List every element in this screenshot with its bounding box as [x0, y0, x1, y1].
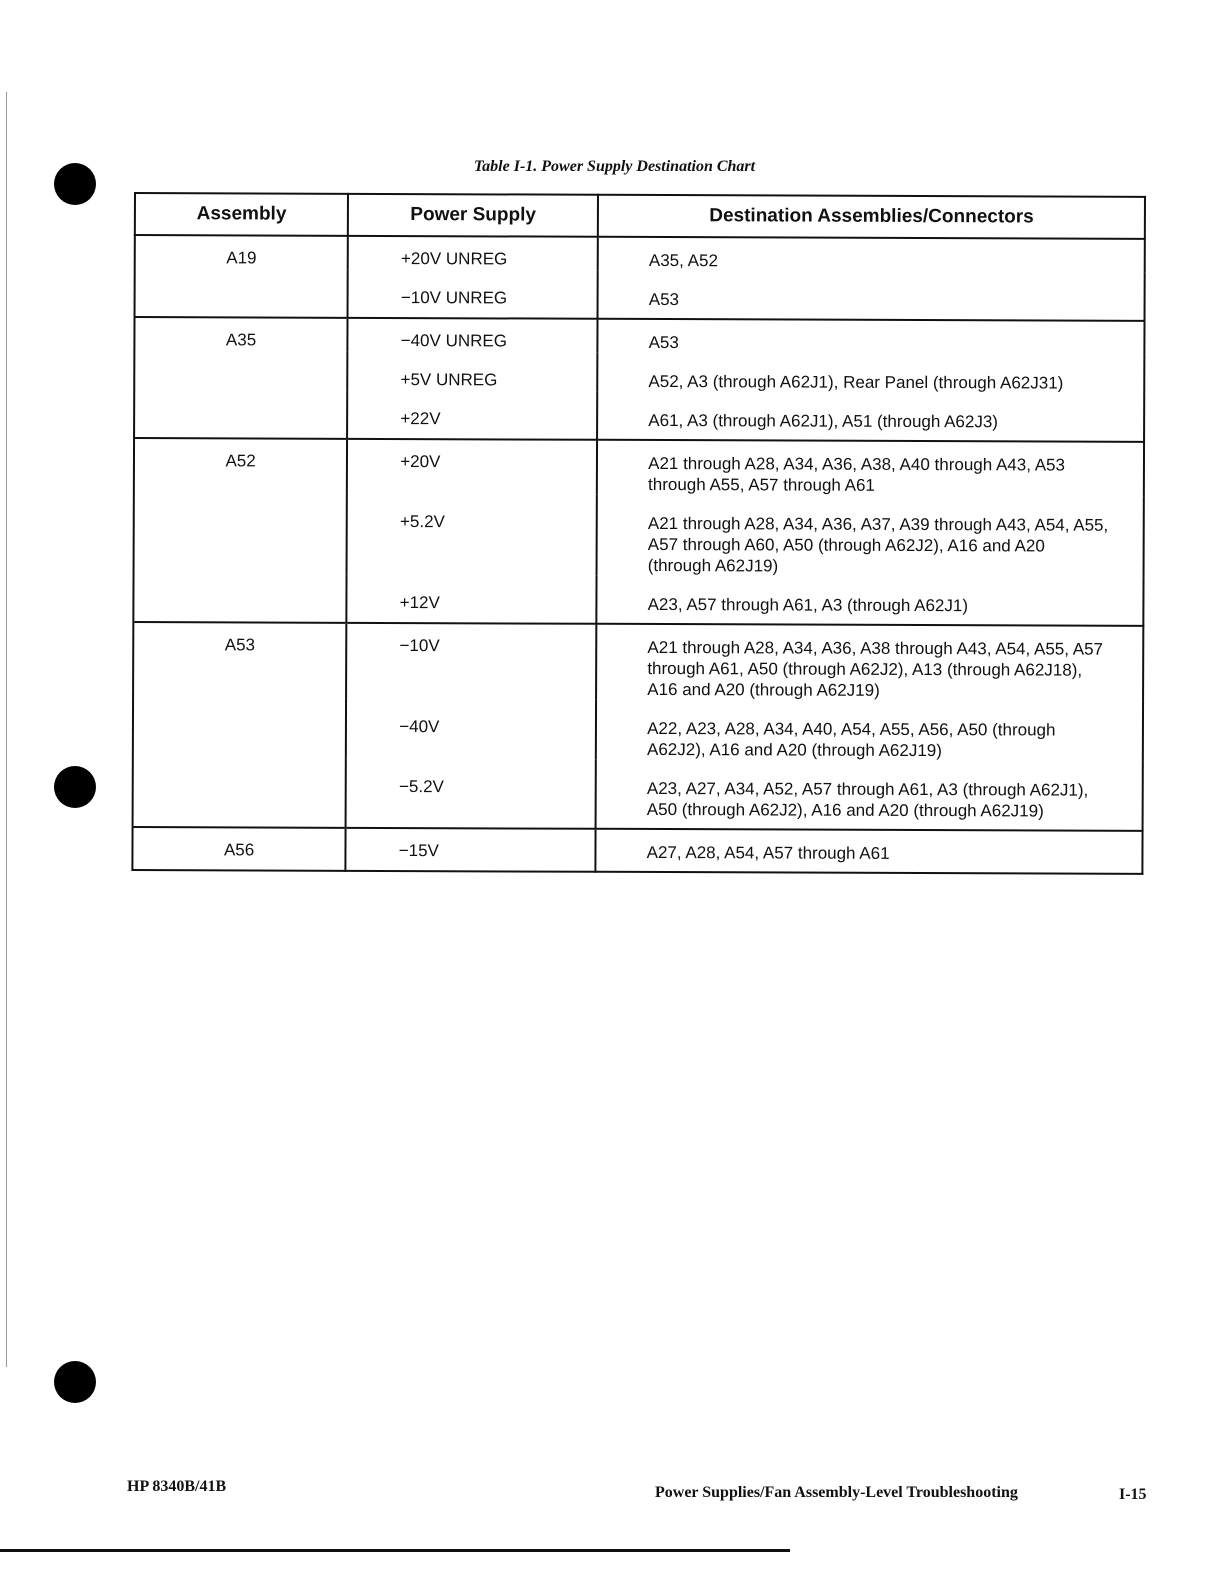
table-row	[132, 827, 1142, 874]
assembly-cell: A19	[135, 235, 349, 318]
destination-cell: A21 through A28, A34, A36, A38 through A43, A54, A55, A57 through A61, A50 (through A62J2), A13 (through A62J18), A16 and A20 (through A62J19)	[596, 624, 1143, 702]
page-margin-rule	[6, 92, 7, 1367]
table-row	[134, 438, 1144, 497]
power-supply-cell: −15V	[346, 828, 596, 872]
power-supply-cell: −40V UNREG	[348, 318, 598, 353]
power-supply-cell: +20V UNREG	[348, 236, 598, 271]
power-supply-cell: +5V UNREG	[348, 352, 598, 392]
power-supply-cell: +12V	[347, 575, 597, 624]
assembly-cell: A35	[134, 317, 348, 439]
destination-cell: A21 through A28, A34, A36, A38, A40 through A43, A53 through A55, A57 through A61	[597, 440, 1144, 497]
table-title: Table I-1. Power Supply Destination Chart	[473, 158, 756, 175]
table-row	[134, 317, 1144, 355]
table-header-row	[135, 193, 1145, 239]
power-supply-cell: −10V UNREG	[348, 270, 598, 319]
power-supply-cell: +22V	[347, 391, 597, 440]
power-supply-cell: −40V	[346, 699, 596, 760]
assembly-cell: A56	[132, 827, 345, 871]
punch-hole-bottom	[54, 1361, 96, 1403]
assembly-group-a53	[133, 622, 1144, 831]
destination-cell: A35, A52	[598, 237, 1145, 273]
table-row	[133, 622, 1143, 702]
destination-cell: A21 through A28, A34, A36, A37, A39 through A43, A54, A55, A57 through A60, A50 (through A62J2), A16 and A20 (through A62J19)	[597, 495, 1144, 578]
header-destination: Destination Assemblies/Connectors	[598, 195, 1145, 239]
punch-hole-middle	[54, 766, 96, 808]
power-supply-cell: +20V	[347, 439, 597, 495]
destination-cell: A53	[598, 271, 1145, 321]
assembly-group-a19	[135, 235, 1145, 321]
destination-cell: A23, A27, A34, A52, A57 through A61, A3 (through A62J1), A50 (through A62J2), A16 and A20 (through A62J19)	[596, 760, 1143, 831]
header-assembly: Assembly	[135, 193, 348, 236]
bottom-rule	[0, 1549, 790, 1552]
header-power-supply: Power Supply	[348, 194, 598, 237]
assembly-cell: A53	[133, 622, 347, 828]
destination-cell: A27, A28, A54, A57 through A61	[596, 829, 1143, 874]
power-supply-cell: +5.2V	[347, 494, 597, 576]
assembly-group-a56	[132, 827, 1142, 874]
footer-page-number: I-15	[1119, 1486, 1147, 1503]
table-row	[135, 235, 1145, 273]
destination-cell: A53	[598, 319, 1145, 355]
destination-cell: A23, A57 through A61, A3 (through A62J1)	[597, 576, 1144, 626]
assembly-group-a52	[133, 438, 1144, 626]
assembly-cell: A52	[133, 438, 347, 623]
power-supply-destination-table	[131, 192, 1146, 875]
footer-model: HP 8340B/41B	[127, 1478, 227, 1495]
destination-cell: A22, A23, A28, A34, A40, A54, A55, A56, A50 (through A62J2), A16 and A20 (through A62J19)	[596, 700, 1143, 762]
destination-cell: A52, A3 (through A62J1), Rear Panel (through A62J31)	[597, 353, 1144, 394]
power-supply-cell: −10V	[346, 623, 596, 700]
destination-cell: A61, A3 (through A62J1), A51 (through A62J3)	[597, 392, 1144, 442]
footer-section-title: Power Supplies/Fan Assembly-Level Troubleshooting	[655, 1484, 1018, 1501]
power-supply-cell: −5.2V	[346, 759, 596, 829]
assembly-group-a35	[134, 317, 1144, 442]
